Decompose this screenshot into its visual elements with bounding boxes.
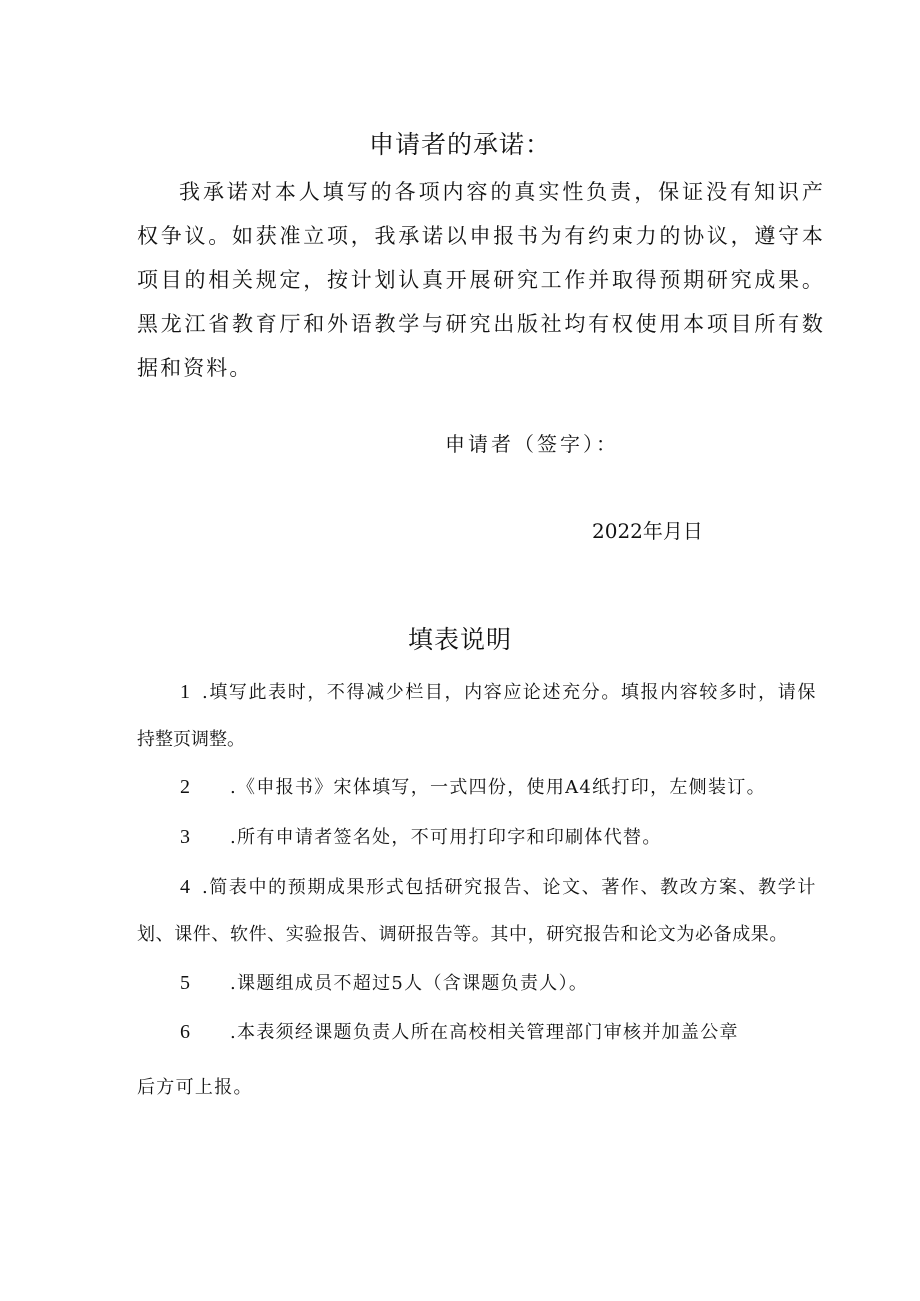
signature-label: 申请者（签字）： — [445, 432, 619, 456]
item-number: 4 — [180, 876, 190, 898]
item-text: .本表须经课题负责人所在高校相关管理部门审核并加盖公章 — [230, 1022, 739, 1043]
instruction-item-1-continued: 持整页调整。 — [137, 729, 245, 750]
item-number: 3 — [180, 826, 190, 848]
instruction-item-4-continued: 划、课件、软件、实验报告、调研报告等。其中，研究报告和论文为必备成果。 — [137, 924, 788, 945]
date-line: 2022年月日 — [592, 519, 703, 543]
instruction-item-1 — [180, 678, 817, 704]
item-text: .简表中的预期成果形式包括研究报告、论文、著作、教改方案、教学计 — [202, 877, 817, 898]
instructions-title: 填表说明 — [407, 625, 512, 654]
pledge-title: 申请者的承诺： — [368, 130, 551, 159]
item-text: .《申报书》宋体填写，一式四份，使用A4纸打印，左侧装订。 — [230, 777, 766, 798]
instruction-item-6-continued: 后方可上报。 — [137, 1077, 253, 1098]
pledge-body: 我承诺对本人填写的各项内容的真实性负责，保证没有知识产权争议。如获准立项，我承诺以申报书为有约束力的协议，遵守本项目的相关规定，按计划认真开展研究工作并取得预期研究成果。黑龙江省教育厅和外语教学与研究出版社均有权使用本项目所有数据和资料。 — [137, 180, 825, 380]
item-text: .课题组成员不超过5人（含课题负责人）。 — [230, 973, 589, 994]
item-text: .所有申请者签名处，不可用打印字和印刷体代替。 — [230, 827, 662, 848]
item-number: 5 — [180, 972, 190, 994]
instruction-item-3 — [180, 823, 662, 849]
item-number: 1 — [180, 681, 190, 703]
instruction-item-5 — [180, 969, 588, 995]
item-text: .填写此表时，不得减少栏目，内容应论述充分。填报内容较多时，请保 — [202, 682, 817, 703]
item-number: 2 — [180, 776, 190, 798]
instruction-item-4 — [180, 873, 817, 899]
instruction-item-2 — [180, 773, 766, 799]
instruction-item-6 — [180, 1018, 739, 1044]
item-number: 6 — [180, 1021, 190, 1043]
